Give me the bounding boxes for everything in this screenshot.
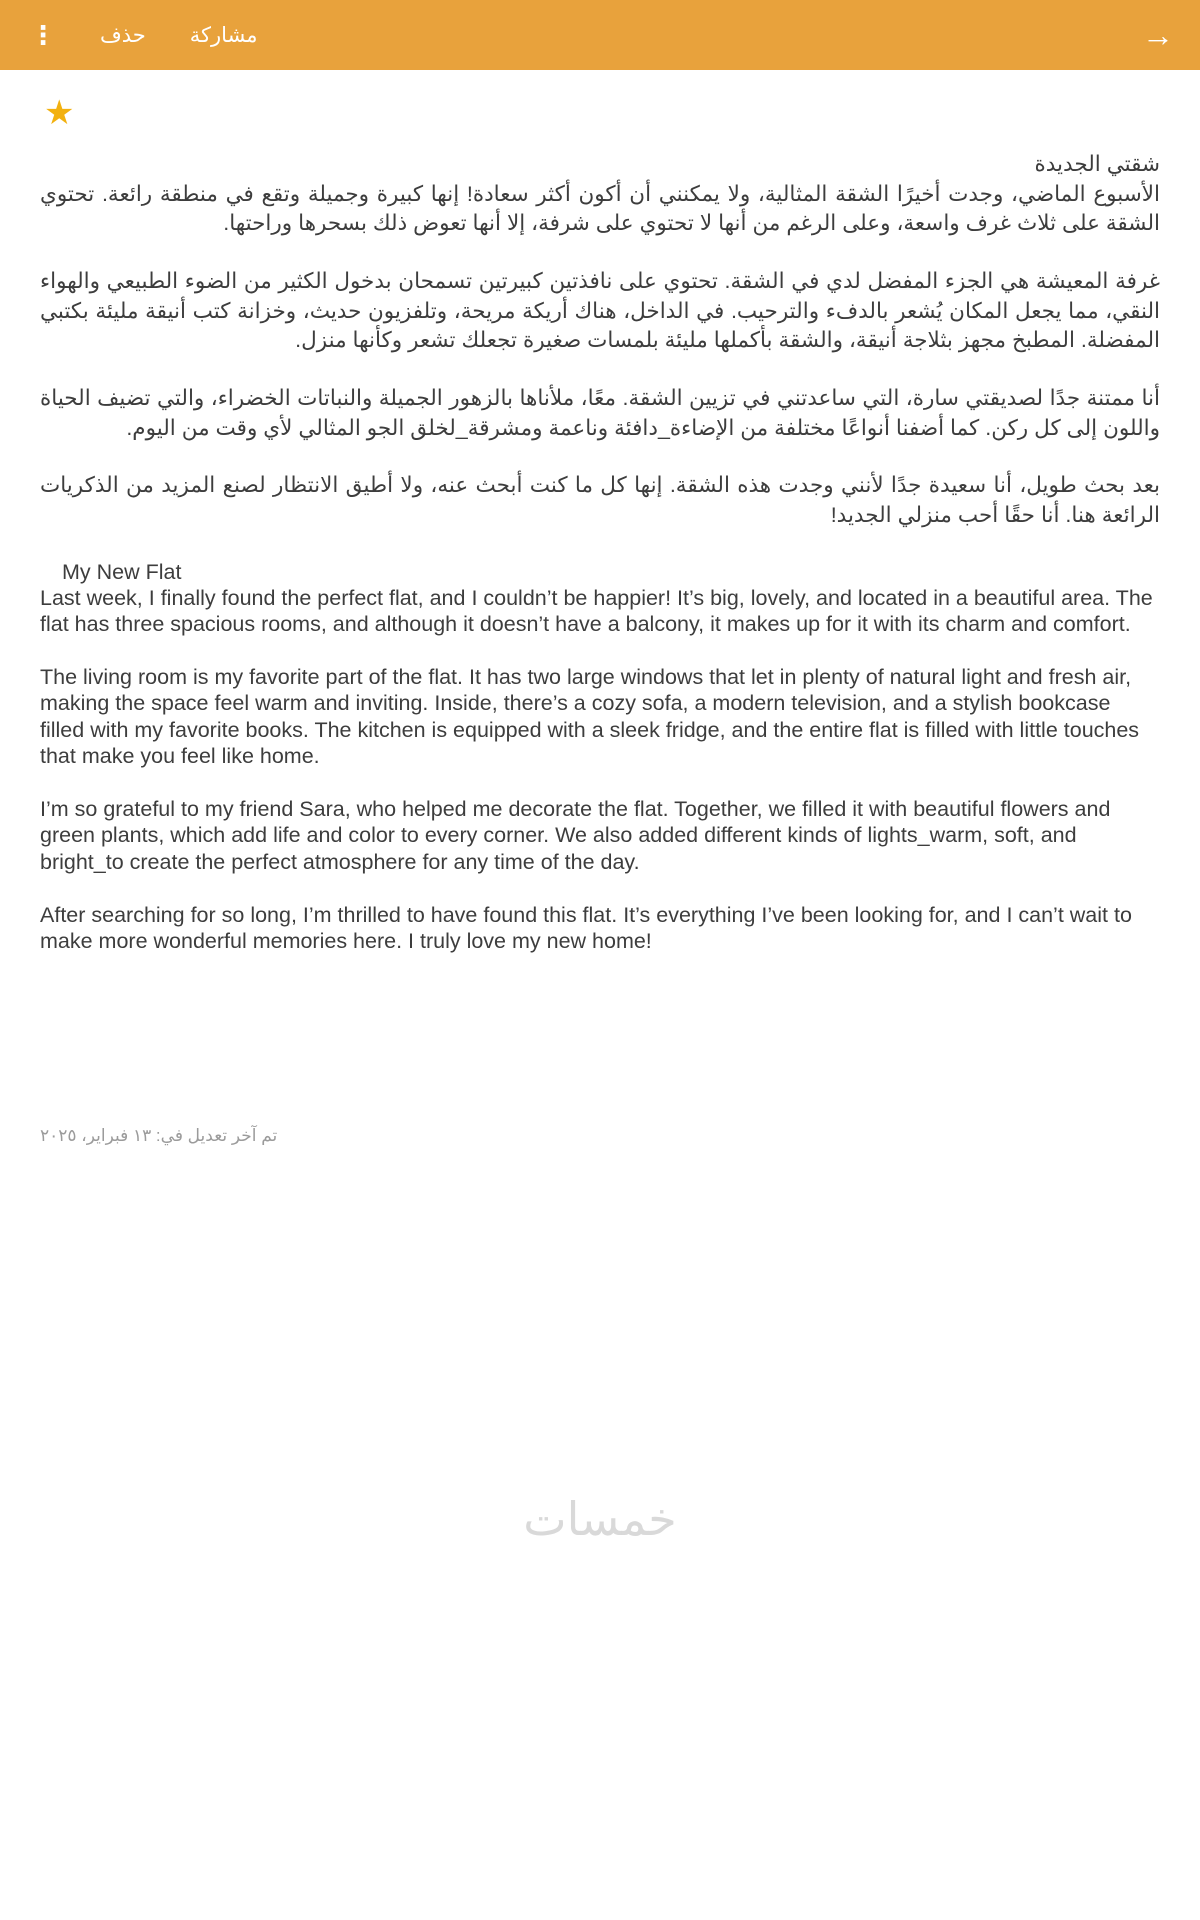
share-button[interactable]: مشاركة [189,23,258,47]
english-paragraph-2: The living room is my favorite part of the flat. It has two large windows that let in plenty of natural light and fresh air, making the space feel warm and inviting. Inside, there’s a cozy sofa, a modern television, and a stylish bookcase filled with my favorite books. The kitchen is equipped with a sleek fridge, and the entire flat is filled with little touches that make you feel like home. [40,665,1140,768]
delete-button[interactable]: حذف [100,23,146,47]
note-title-english: My New Flat [62,559,182,584]
overflow-menu-icon[interactable]: ⋮ [30,20,56,50]
watermark-logo: خمسات [523,1493,677,1545]
app-bar [0,0,1200,70]
english-paragraph-3: I’m so grateful to my friend Sara, who helped me decorate the flat. Together, we filled it with beautiful flowers and green plants, which add life and color to every corner. We also added different kinds of lights_warm, soft, and bright_to create the perfect atmosphere for any time of the day. [40,797,1111,874]
english-paragraph-1: Last week, I finally found the perfect flat, and I couldn’t be happier! It’s big, lovely, and located in a beautiful area. The flat has three spacious rooms, and although it doesn’t have a balcony, it makes up for it with its charm and comfort. [40,585,1153,636]
app-bar-actions [30,22,258,48]
arabic-paragraph-4: بعد بحث طويل، أنا سعيدة جدًا لأنني وجدت هذه الشقة. إنها كل ما كنت أبحث عنه، ولا أطيق الانتظار لصنع المزيد من الذكريات الرائعة هنا. أنا حقًا أحب منزلي الجديد! [40,473,1160,527]
arabic-paragraph-2: غرفة المعيشة هي الجزء المفضل لدي في الشقة. تحتوي على نافذتين كبيرتين تسمحان بدخول الكثير من الضوء الطبيعي والهواء النقي، مما يجعل المكان يُشعر بالدفء والترحيب. في الداخل، هناك أريكة مريحة، وتلفزيون حديث، وخزانة كتب أنيقة مليئة بكتبي المفضلة. المطبخ مجهز بثلاجة أنيقة، والشقة بأكملها مليئة بلمسات صغيرة تجعلك تشعر وكأنها منزل. [40,268,1160,353]
back-icon[interactable]: → [1142,17,1174,53]
last-edited-label: تم آخر تعديل في: ١٣ فبراير، ٢٠٢٥ [40,1126,278,1145]
english-paragraph-4: After searching for so long, I’m thrilled to have found this flat. It’s everything I’ve been looking for, and I can’t wait to make more wonderful memories here. I truly love my new home! [40,902,1132,953]
arabic-paragraph-3: أنا ممتنة جدًا لصديقتي سارة، التي ساعدتني في تزيين الشقة. معًا، ملأناها بالزهور الجميلة والنباتات الخضراء، والتي تضيف الحياة واللون إلى كل ركن. كما أضفنا أنواعًا مختلفة من الإضاءة_دافئة وناعمة ومشرقة_لخلق الجو المثالي لأي وقت من اليوم. [40,385,1160,440]
star-icon[interactable]: ★ [44,94,75,132]
note-body-english [40,559,1160,955]
note-content [0,70,1200,954]
note-body-arabic [40,150,1160,531]
arabic-paragraph-1: الأسبوع الماضي، وجدت أخيرًا الشقة المثالية، ولا يمكنني أن أكون أكثر سعادة! إنها كبيرة وجميلة وتقع في منطقة رائعة. تحتوي الشقة على ثلاث غرف واسعة، وعلى الرغم من أنها لا تحتوي على شرفة، إلا أنها تعوض ذلك بسحرها وراحتها. [40,181,1160,236]
note-title-arabic: شقتي الجديدة [1034,152,1160,176]
